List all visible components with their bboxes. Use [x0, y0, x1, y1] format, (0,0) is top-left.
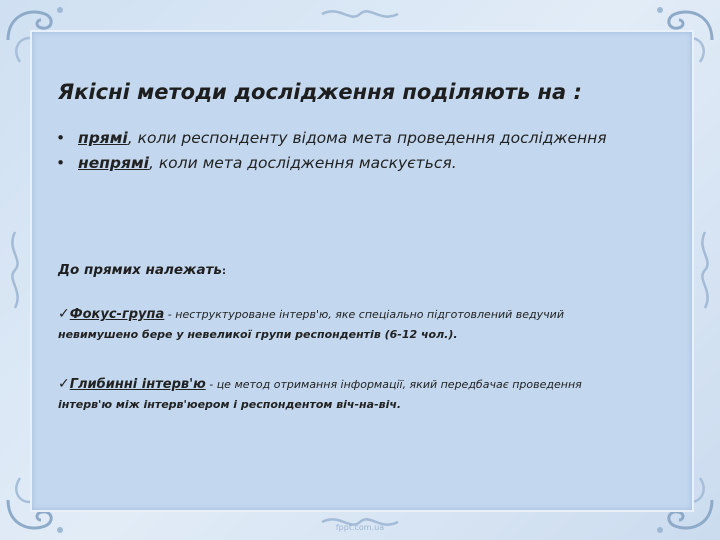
checkmark-icon: ✓ [58, 306, 70, 322]
top-ornament-icon [320, 4, 400, 24]
bullet-text: , коли мета дослідження маскується. [148, 154, 457, 172]
slide-title: Якісні методи дослідження поділяють на : [58, 80, 582, 104]
method-item [58, 306, 564, 341]
method-description: - це метод отримання інформації, який передбачає проведення [205, 378, 582, 391]
bullet-item [56, 126, 607, 151]
bullet-term: непрямі [78, 154, 149, 172]
checkmark-icon: ✓ [58, 376, 70, 392]
side-ornament-icon [4, 230, 26, 310]
bullet-item [56, 151, 607, 176]
bullet-marker: • [56, 154, 66, 172]
bullet-text: , коли респонденту відома мета проведення дослідження [127, 129, 607, 147]
subheading-colon: : [221, 266, 226, 277]
method-line [58, 376, 582, 392]
method-term: Фокус-група [69, 307, 165, 322]
method-line [58, 306, 564, 322]
subheading [58, 262, 226, 278]
side-ornament-icon [694, 230, 716, 310]
subheading-text: До прямих належать [58, 262, 222, 278]
method-term: Глибинні інтерв'ю [69, 377, 206, 392]
bullet-term: прямі [78, 129, 128, 147]
footer-watermark: fppt.com.ua [335, 523, 385, 532]
method-item [58, 376, 582, 411]
bullet-marker: • [56, 129, 66, 147]
method-continuation: інтерв'ю між інтерв'юером і респондентом віч-на-віч. [58, 398, 402, 411]
method-description: - неструктуроване інтерв'ю, яке спеціально підготовлений ведучий [164, 308, 564, 321]
bullet-list [56, 126, 607, 176]
method-continuation: невимушено бере у невеликої групи респондентів (6-12 чол.). [58, 328, 458, 341]
